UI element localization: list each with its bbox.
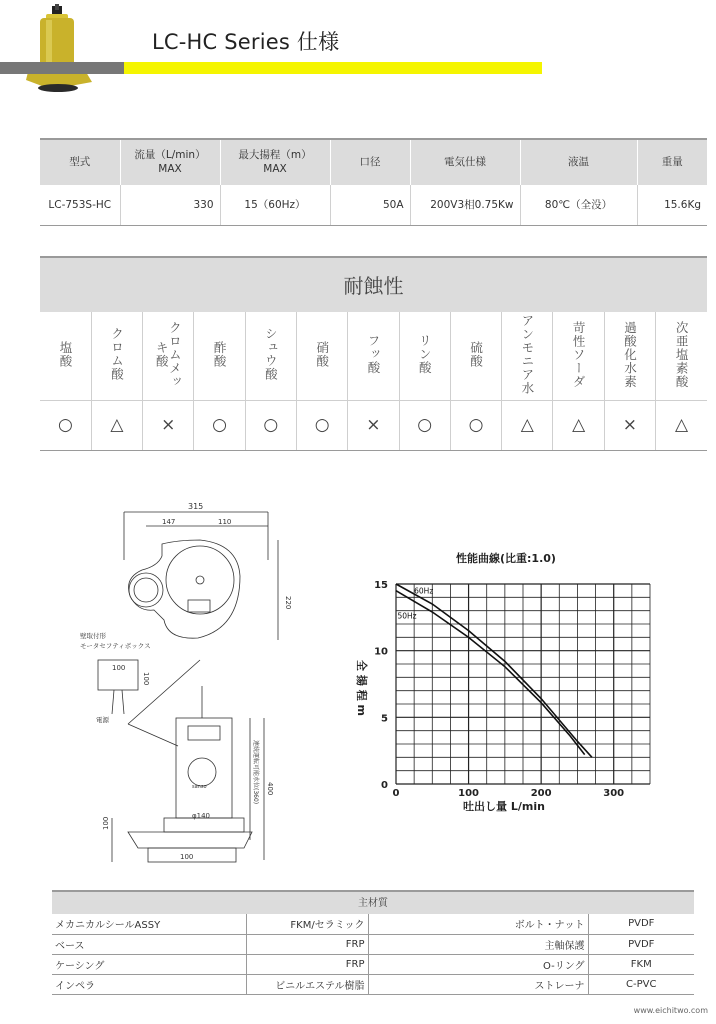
box-label-2: モータセフティボックス bbox=[80, 642, 151, 650]
corrosion-header-label: アンモニア水 bbox=[519, 313, 535, 395]
corrosion-header-label: 硫酸 bbox=[468, 340, 484, 368]
corrosion-value: × bbox=[348, 400, 399, 450]
y-tick-label: 10 bbox=[374, 646, 388, 658]
material-part: O-リング bbox=[368, 954, 588, 974]
x-tick-label: 200 bbox=[530, 788, 552, 799]
x-tick-label: 0 bbox=[392, 788, 400, 799]
corrosion-header bbox=[502, 312, 553, 400]
corrosion-header-row bbox=[40, 312, 707, 400]
corrosion-header bbox=[553, 312, 604, 400]
spec-header-row bbox=[40, 139, 707, 185]
corrosion-header-label: シュウ酸 bbox=[263, 327, 279, 382]
materials-row bbox=[52, 974, 694, 994]
power-label: 電源 bbox=[96, 716, 109, 724]
spec-bore: 50A bbox=[330, 185, 410, 225]
corrosion-header bbox=[143, 312, 194, 400]
corrosion-header bbox=[399, 312, 450, 400]
header-yellow-bar bbox=[124, 62, 542, 74]
spec-flow: 330 bbox=[120, 185, 220, 225]
corrosion-value: × bbox=[143, 400, 194, 450]
corrosion-header bbox=[656, 312, 707, 400]
corrosion-header-label: クロムメッキ酸 bbox=[154, 320, 183, 388]
box-label-1: 壁取付形 bbox=[80, 632, 106, 640]
spec-electric: 200V3相0.75Kw bbox=[410, 185, 520, 225]
material-value: FRP bbox=[246, 954, 368, 974]
materials-row bbox=[52, 934, 694, 954]
material-value: FRP bbox=[246, 934, 368, 954]
material-part: ストレーナ bbox=[368, 974, 588, 994]
corrosion-section bbox=[40, 256, 707, 451]
spec-header-weight: 重量 bbox=[637, 139, 707, 185]
footer-site: www.eichitwo.com bbox=[633, 1006, 708, 1015]
corrosion-header-label: フッ酸 bbox=[365, 334, 381, 375]
corrosion-header bbox=[194, 312, 245, 400]
material-value: PVDF bbox=[588, 914, 694, 934]
series-label-50Hz: 50Hz bbox=[397, 611, 417, 621]
material-part: インペラ bbox=[52, 974, 246, 994]
chart-title: 性能曲線(比重:1.0) bbox=[456, 552, 556, 565]
materials-row bbox=[52, 914, 694, 934]
spec-temp: 80℃（全没） bbox=[520, 185, 637, 225]
chart-ylabel: 全 揚 程 m bbox=[355, 660, 368, 716]
dim-220: 220 bbox=[284, 596, 292, 610]
corrosion-value: ○ bbox=[450, 400, 501, 450]
material-value: C-PVC bbox=[588, 974, 694, 994]
corrosion-value: △ bbox=[656, 400, 707, 450]
corrosion-value: ○ bbox=[194, 400, 245, 450]
material-part: 主軸保護 bbox=[368, 934, 588, 954]
materials-section bbox=[52, 890, 694, 995]
performance-chart bbox=[344, 548, 666, 824]
spec-data-row bbox=[40, 185, 707, 225]
series-label-60Hz: 60Hz bbox=[414, 586, 434, 596]
dim-phi140: φ140 bbox=[192, 812, 210, 820]
spec-model: LC-753S-HC bbox=[40, 185, 120, 225]
corrosion-header bbox=[40, 312, 91, 400]
dim-400: 400 bbox=[266, 782, 274, 796]
corrosion-title: 耐蝕性 bbox=[40, 256, 707, 312]
corrosion-header-label: クロム酸 bbox=[109, 327, 125, 382]
chart-xlabel: 吐出し量 L/min bbox=[463, 800, 545, 813]
corrosion-table bbox=[40, 312, 707, 451]
page-title: LC-HC Series 仕様 bbox=[152, 30, 340, 54]
corrosion-header-label: 次亜塩素酸 bbox=[674, 320, 690, 388]
material-part: メカニカルシールASSY bbox=[52, 914, 246, 934]
corrosion-value: ○ bbox=[40, 400, 91, 450]
corrosion-value: ○ bbox=[245, 400, 296, 450]
box-dim-100a: 100 bbox=[112, 664, 126, 672]
material-value: FKM/セラミック bbox=[246, 914, 368, 934]
spec-table bbox=[40, 138, 707, 226]
x-tick-label: 300 bbox=[603, 788, 625, 799]
header-gray-bar bbox=[0, 62, 124, 74]
dim-100-base: 100 bbox=[180, 853, 194, 861]
corrosion-header bbox=[91, 312, 142, 400]
material-part: ボルト・ナット bbox=[368, 914, 588, 934]
spec-header-bore: 口径 bbox=[330, 139, 410, 185]
corrosion-header bbox=[245, 312, 296, 400]
box-dim-100b: 100 bbox=[142, 672, 150, 686]
corrosion-header bbox=[450, 312, 501, 400]
dimension-drawing bbox=[68, 500, 308, 880]
material-part: ケーシング bbox=[52, 954, 246, 974]
spec-header-temp: 液温 bbox=[520, 139, 637, 185]
material-value: ビニルエステル樹脂 bbox=[246, 974, 368, 994]
x-tick-label: 100 bbox=[458, 788, 480, 799]
materials-table bbox=[52, 914, 694, 995]
corrosion-header-label: 過酸化水素 bbox=[622, 320, 638, 388]
spec-header-head: 最大揚程（m） MAX bbox=[220, 139, 330, 185]
y-tick-label: 15 bbox=[374, 580, 388, 591]
corrosion-value: △ bbox=[502, 400, 553, 450]
dim-147: 147 bbox=[162, 518, 176, 526]
spec-header-flow: 流量（L/min） MAX bbox=[120, 139, 220, 185]
corrosion-header bbox=[296, 312, 347, 400]
pump-photo bbox=[22, 4, 100, 96]
material-value: PVDF bbox=[588, 934, 694, 954]
y-tick-label: 5 bbox=[381, 713, 388, 725]
corrosion-header bbox=[604, 312, 655, 400]
dim-315: 315 bbox=[188, 502, 204, 511]
y-tick-label: 0 bbox=[381, 780, 388, 791]
corrosion-header-label: 硝酸 bbox=[314, 340, 330, 368]
material-value: FKM bbox=[588, 954, 694, 974]
spec-header-electric: 電気仕様 bbox=[410, 139, 520, 185]
materials-row bbox=[52, 954, 694, 974]
corrosion-header-label: 苛性ソーダ bbox=[571, 320, 587, 388]
series-line-50Hz bbox=[396, 591, 585, 755]
material-part: ベース bbox=[52, 934, 246, 954]
dim-100-bottom: 100 bbox=[102, 816, 110, 830]
corrosion-value: △ bbox=[553, 400, 604, 450]
corrosion-header bbox=[348, 312, 399, 400]
corrosion-value-row bbox=[40, 400, 707, 450]
corrosion-value: × bbox=[604, 400, 655, 450]
page-header bbox=[0, 0, 716, 100]
materials-title: 主材質 bbox=[52, 890, 694, 914]
spec-header-model: 型式 bbox=[40, 139, 120, 185]
water-level-label: 連続運転可能水位(360) bbox=[252, 740, 259, 805]
corrosion-value: △ bbox=[91, 400, 142, 450]
corrosion-header-label: リン酸 bbox=[417, 334, 433, 375]
spec-head: 15（60Hz） bbox=[220, 185, 330, 225]
corrosion-header-label: 塩酸 bbox=[57, 340, 73, 368]
series-line-60Hz bbox=[396, 584, 592, 757]
drawing-brand: sanso bbox=[192, 784, 207, 790]
chart-lines bbox=[396, 584, 592, 757]
corrosion-value: ○ bbox=[296, 400, 347, 450]
corrosion-value: ○ bbox=[399, 400, 450, 450]
spec-weight: 15.6Kg bbox=[637, 185, 707, 225]
dim-110: 110 bbox=[218, 518, 232, 526]
corrosion-header-label: 酢酸 bbox=[212, 340, 228, 368]
